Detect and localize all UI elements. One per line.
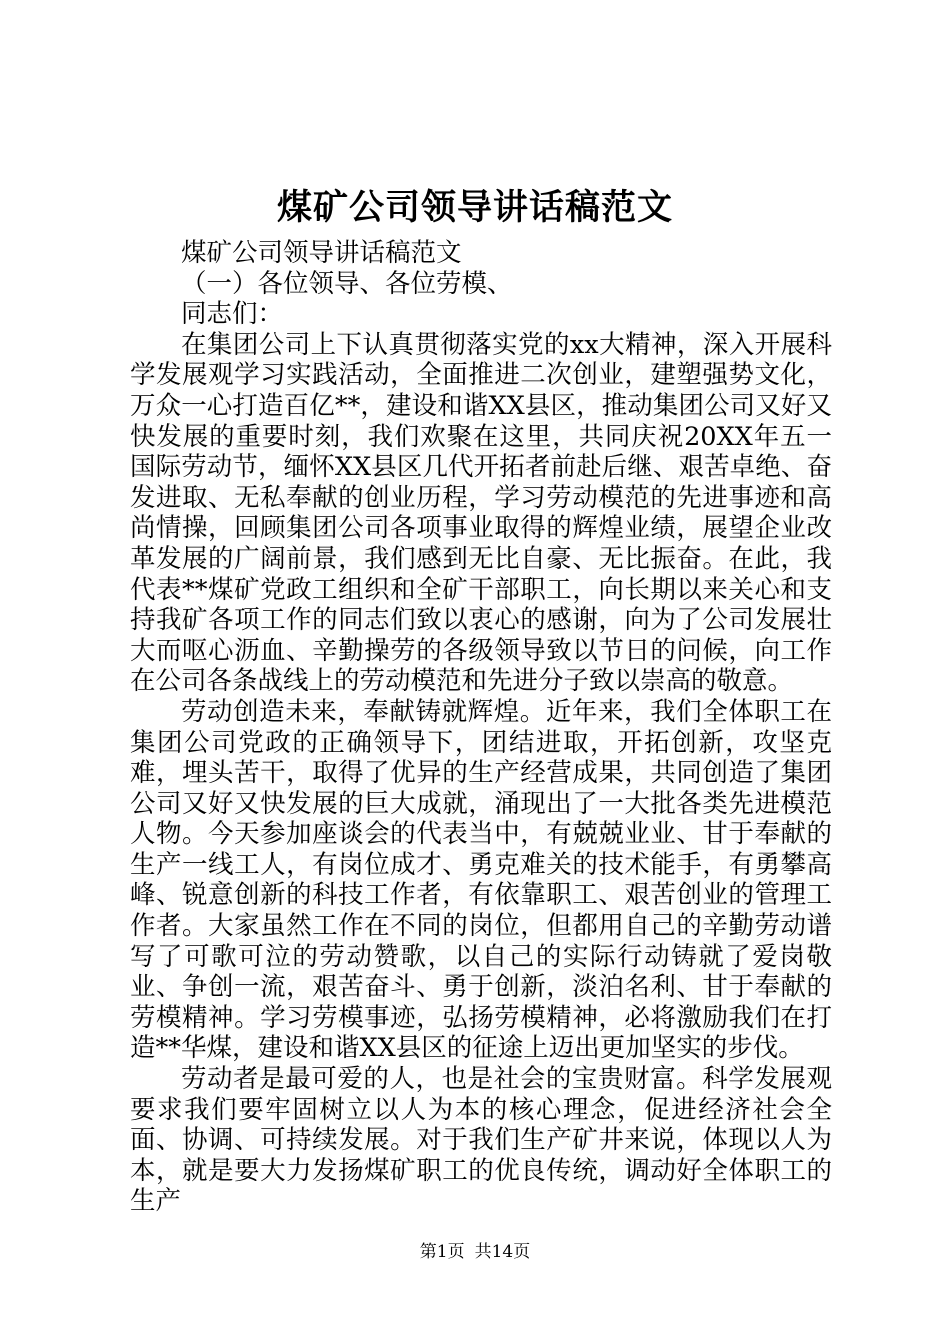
- paragraph-body-3: 劳动者是最可爱的人，也是社会的宝贵财富。科学发展观要求我们要牢固树立以人为本的核心理念，促进经济社会全面、协调、可持续发展。对于我们生产矿井来说，体现以人为本，就是要大力发扬煤矿职工的优良传统，调动好全体职工的生产: [130, 1064, 832, 1217]
- paragraph-body-1: 在集团公司上下认真贯彻落实党的xx大精神，深入开展科学发展观学习实践活动，全面推进二次创业，建塑强势文化，万众一心打造百亿**，建设和谐XX县区，推动集团公司又好又快发展的重要时刻，我们欢聚在这里，共同庆祝20XX年五一国际劳动节，缅怀XX县区几代开拓者前赴后继、艰苦卓绝、奋发进取、无私奉献的创业历程，学习劳动模范的先进事迹和高尚情操，回顾集团公司各项事业取得的辉煌业绩，展望企业改革发展的广阔前景，我们感到无比自豪、无比振奋。在此，我代表**煤矿党政工组织和全矿干部职工，向长期以来关心和支持我矿各项工作的同志们致以衷心的感谢，向为了公司发展壮大而呕心沥血、辛勤操劳的各级领导致以节日的问候，向工作在公司各条战线上的劳动模范和先进分子致以崇高的敬意。: [130, 329, 832, 697]
- document-body: [130, 238, 832, 1217]
- page-number-total: 共14页: [474, 1242, 531, 1262]
- page-footer: [0, 1240, 950, 1264]
- paragraph-body-2: 劳动创造未来，奉献铸就辉煌。近年来，我们全体职工在集团公司党政的正确领导下，团结进取，开拓创新，攻坚克难，埋头苦干，取得了优异的生产经营成果，共同创造了集团公司又好又快发展的巨大成就，涌现出了一大批各类先进模范人物。今天参加座谈会的代表当中，有兢兢业业、甘于奉献的生产一线工人，有岗位成才、勇克难关的技术能手，有勇攀高峰、锐意创新的科技工作者，有依靠职工、艰苦创业的管理工作者。大家虽然工作在不同的岗位，但都用自己的辛勤劳动谱写了可歌可泣的劳动赞歌，以自己的实际行动铸就了爱岗敬业、争创一流，艰苦奋斗、勇于创新，淡泊名利、甘于奉献的劳模精神。学习劳模事迹，弘扬劳模精神，必将激励我们在打造**华煤，建设和谐XX县区的征途上迈出更加坚实的步伐。: [130, 696, 832, 1064]
- paragraph-heading-repeat: 煤矿公司领导讲话稿范文: [181, 238, 462, 268]
- paragraph-salutation-part2: 同志们：: [181, 299, 284, 330]
- document-title: 煤矿公司领导讲话稿范文: [276, 187, 673, 228]
- page-number-current: 第1页: [419, 1242, 465, 1262]
- paragraph-salutation-part1: （一）各位领导、各位劳模、: [181, 268, 513, 299]
